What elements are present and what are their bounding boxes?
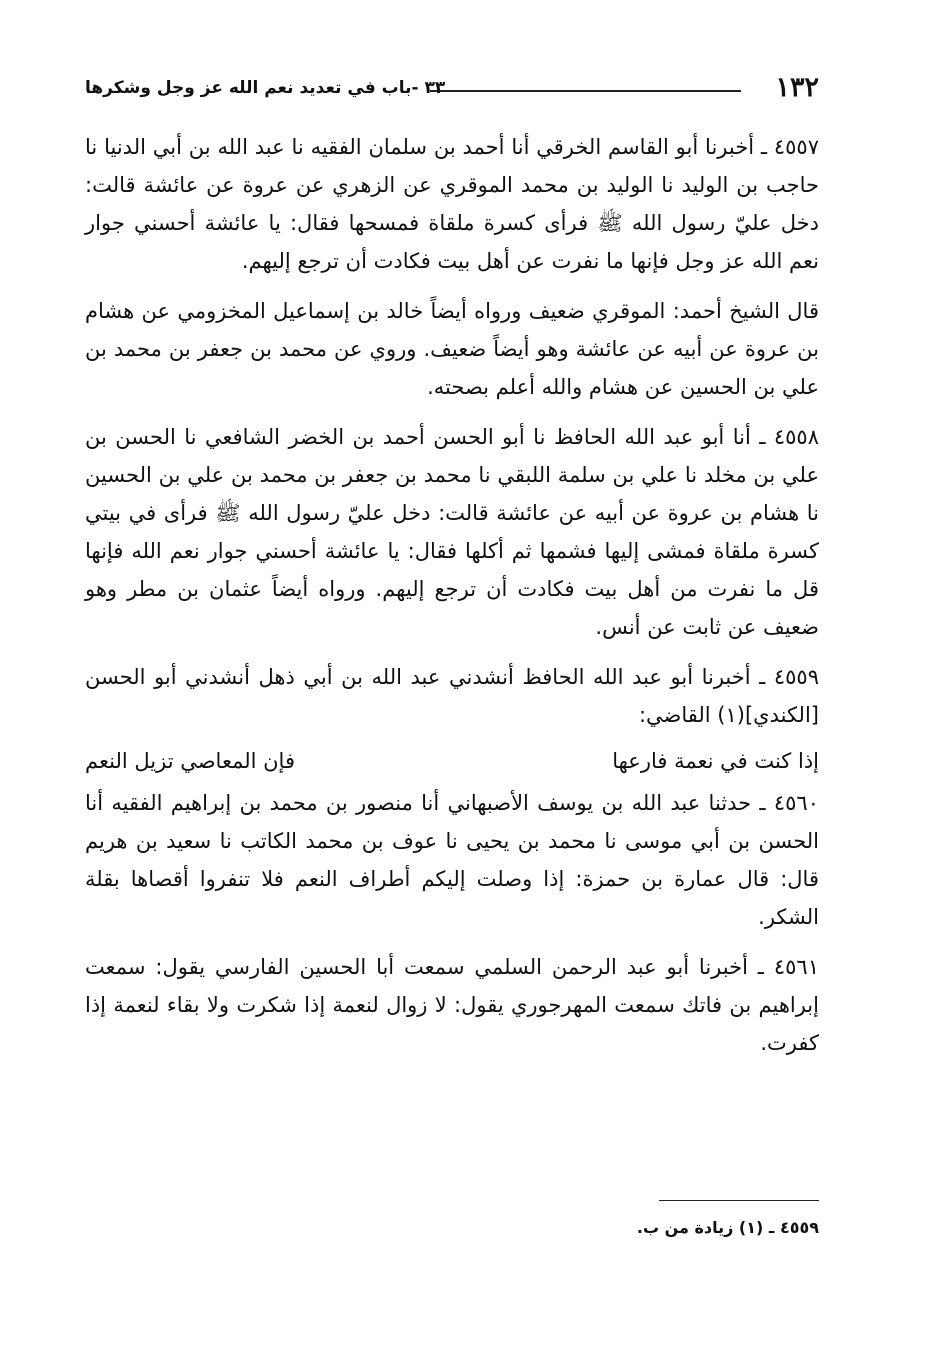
footnote-rule — [659, 1200, 819, 1201]
hadith-4557: ٤٥٥٧ ـ أخبرنا أبو القاسم الخرقي أنا أحمد بن سلمان الفقيه نا عبد الله بن أبي الدنيا نا حاجب بن الوليد نا الوليد بن محمد الموقري عن الزهري عن عروة عن عائشة قالت: دخل عليّ رسول الله ﷺ فرأى كسرة ملقاة فمسحها فقال: يا عائشة أحسني جوار نعم الله عز وجل فإنها ما نفرت عن أهل بيت فكادت أن ترجع إليهم. — [85, 135, 819, 273]
page-number: ١٣٢ — [775, 72, 819, 103]
hadith-4560: ٤٥٦٠ ـ حدثنا عبد الله بن يوسف الأصبهاني أنا منصور بن محمد بن إبراهيم الفقيه أنا الحسن بن أبي موسى نا محمد بن يحيى نا عوف بن محمد الكاتب نا سعيد بن هريم قال: قال عمارة بن حمزة: إذا وصلت إليكم أطراف النعم فلا تنفروا أقصاها بقلة الشكر. — [85, 791, 819, 929]
verse-second-hemistich: فإن المعاصي تزيل النعم — [85, 749, 295, 773]
main-text — [85, 128, 819, 1074]
hadith-4559: ٤٥٥٩ ـ أخبرنا أبو عبد الله الحافظ أنشدني عبد الله بن أبي ذهل أنشدني أبو الحسن [الكندي](١) القاضي: — [85, 665, 819, 727]
poem-verse — [85, 742, 819, 780]
commentary-paragraph: قال الشيخ أحمد: الموقري ضعيف ورواه أيضاً خالد بن إسماعيل المخزومي عن هشام بن عروة عن أبيه عن عائشة وهو أيضاً ضعيف. وروي عن محمد بن جعفر بن محمد بن علي بن الحسين عن هشام والله أعلم بصحته. — [85, 299, 819, 399]
hadith-4558: ٤٥٥٨ ـ أنا أبو عبد الله الحافظ نا أبو الحسن أحمد بن الخضر الشافعي نا الحسن بن علي بن مخلد نا علي بن سلمة اللبقي نا محمد بن جعفر بن محمد بن علي بن الحسين نا هشام بن عروة عن أبيه عن عائشة قالت: دخل عليّ رسول الله ﷺ فرأى في بيتي كسرة ملقاة فمشى إليها فشمها ثم أكلها فقال: يا عائشة أحسني جوار نعم الله فإنها قل ما نفرت من أهل بيت فكادت أن ترجع إليهم. ورواه أيضاً عثمان بن مطر وهو ضعيف عن ثابت عن أنس. — [85, 425, 819, 639]
verse-first-hemistich: إذا كنت في نعمة فارعها — [612, 749, 819, 773]
running-header — [85, 72, 819, 112]
header-rule — [430, 90, 741, 92]
footnote: ٤٥٥٩ ـ (١) زيادة من ب. — [636, 1218, 819, 1237]
chapter-title: ٣٣ -باب في تعديد نعم الله عز وجل وشكرها — [85, 78, 446, 98]
hadith-4561: ٤٥٦١ ـ أخبرنا أبو عبد الرحمن السلمي سمعت أبا الحسين الفارسي يقول: سمعت إبراهيم بن فاتك سمعت المهرجوري يقول: لا زوال لنعمة إذا شكرت ولا بقاء لنعمة إذا كفرت. — [85, 955, 819, 1055]
